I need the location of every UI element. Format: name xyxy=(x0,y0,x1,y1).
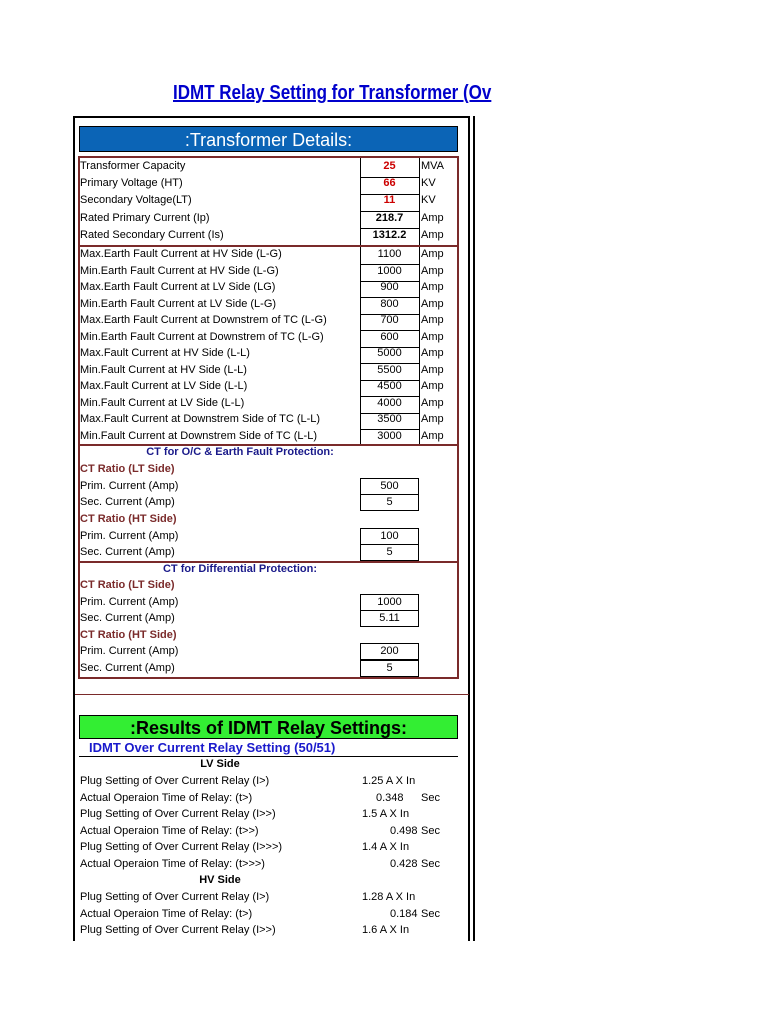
fault-unit: Amp xyxy=(421,347,444,359)
fault-label: Min.Earth Fault Current at Downstrem of TC (L-G) xyxy=(80,330,324,343)
fault-value-col-right xyxy=(419,247,420,444)
fault-value-field[interactable]: 900 xyxy=(380,281,399,293)
detail-unit: KV xyxy=(421,194,436,207)
fault-unit: Amp xyxy=(421,281,444,293)
detail-unit: Amp xyxy=(421,228,444,241)
result-value: 1.4 A X In xyxy=(362,841,410,854)
ct-diff-ht-title: CT Ratio (HT Side) xyxy=(80,629,177,641)
ct-diff-title: CT for Differential Protection: xyxy=(162,563,317,575)
ct-diff-ht-sec-label: Sec. Current (Amp) xyxy=(80,662,175,674)
fault-label: Max.Fault Current at HV Side (L-L) xyxy=(80,347,250,359)
fault-unit: Amp xyxy=(421,413,444,425)
fault-unit: Amp xyxy=(421,264,444,277)
frame-right-border xyxy=(468,116,470,941)
fault-label: Max.Fault Current at LV Side (L-L) xyxy=(80,380,248,392)
fault-label: Min.Earth Fault Current at LV Side (L-G) xyxy=(80,297,277,310)
ct-oc-lt-prim-label: Prim. Current (Amp) xyxy=(80,480,179,492)
fault-value-field[interactable]: 4500 xyxy=(377,380,402,392)
fault-unit: Amp xyxy=(421,248,444,260)
detail-value-field: 1312.2 xyxy=(372,228,407,241)
fault-unit: Amp xyxy=(421,380,444,392)
hv-side-label: HV Side xyxy=(199,874,241,886)
detail-label: Rated Secondary Current (Is) xyxy=(80,228,224,241)
ct-oc-title: CT for O/C & Earth Fault Protection: xyxy=(146,446,334,458)
result-label: Plug Setting of Over Current Relay (I>) xyxy=(80,891,270,903)
fault-value-field[interactable]: 3500 xyxy=(377,413,402,425)
detail-unit: Amp xyxy=(421,211,444,224)
frame-left-border xyxy=(73,116,75,941)
fault-unit: Amp xyxy=(421,330,444,343)
frame-top-border xyxy=(73,116,470,118)
fault-value-field[interactable]: 5000 xyxy=(377,347,402,359)
transformer-details-header: :Transformer Details: xyxy=(79,126,458,152)
detail-unit: MVA xyxy=(421,160,445,172)
fault-value-field[interactable]: 4000 xyxy=(377,396,402,409)
ct-diff-lt-sec-field[interactable]: 5.11 xyxy=(360,610,419,627)
fault-value-field[interactable]: 800 xyxy=(380,297,399,310)
result-value: 0.498 xyxy=(390,824,418,837)
fault-label: Min.Fault Current at LV Side (L-L) xyxy=(80,396,245,409)
lv-side-label: LV Side xyxy=(200,758,240,770)
result-value: 1.25 A X In xyxy=(362,775,416,787)
frame-right-border-outer xyxy=(473,116,475,941)
result-value: 1.28 A X In xyxy=(362,891,416,903)
ct-oc-lt-prim-field[interactable]: 500 xyxy=(360,478,419,495)
ct-diff-ht-sec-field[interactable]: 5 xyxy=(360,660,419,677)
detail-value-field: 218.7 xyxy=(375,211,404,224)
result-label: Plug Setting of Over Current Relay (I>>>) xyxy=(80,841,283,854)
fault-value-field[interactable]: 1100 xyxy=(377,248,402,260)
result-unit: Sec xyxy=(421,824,440,837)
ct-diff-ht-prim-field[interactable]: 200 xyxy=(360,643,419,660)
fault-label: Max.Earth Fault Current at LV Side (LG) xyxy=(80,281,276,293)
fault-value-field[interactable]: 600 xyxy=(380,330,399,343)
detail-unit: KV xyxy=(421,177,436,190)
result-unit: Sec xyxy=(421,791,440,804)
result-label: Plug Setting of Over Current Relay (I>>) xyxy=(80,924,276,937)
fault-label: Min.Fault Current at Downstrem Side of TC (L-L) xyxy=(80,429,317,442)
detail-label: Secondary Voltage(LT) xyxy=(80,194,192,207)
ct-diff-lt-prim-label: Prim. Current (Amp) xyxy=(80,596,179,608)
detail-value-field[interactable]: 11 xyxy=(383,194,396,207)
detail-label: Rated Primary Current (Ip) xyxy=(80,211,210,224)
result-value: 1.5 A X In xyxy=(362,808,410,821)
ct-diff-lt-prim-field[interactable]: 1000 xyxy=(360,594,419,611)
result-label: Actual Operaion Time of Relay: (t>) xyxy=(80,907,253,920)
ct-oc-lt-title: CT Ratio (LT Side) xyxy=(80,463,175,475)
result-value: 1.6 A X In xyxy=(362,924,410,937)
ct-oc-ht-prim-field[interactable]: 100 xyxy=(360,528,419,545)
fault-value-field[interactable]: 1000 xyxy=(377,264,402,277)
fault-label: Min.Fault Current at HV Side (L-L) xyxy=(80,363,247,376)
detail-label: Transformer Capacity xyxy=(80,160,186,172)
detail-value-field[interactable]: 25 xyxy=(383,160,396,172)
fault-unit: Amp xyxy=(421,363,444,376)
fault-label: Max.Earth Fault Current at HV Side (L-G) xyxy=(80,248,282,260)
ct-oc-ht-prim-label: Prim. Current (Amp) xyxy=(80,530,179,542)
fault-label: Min.Earth Fault Current at HV Side (L-G) xyxy=(80,264,279,277)
result-unit: Sec xyxy=(421,858,440,870)
ct-oc-ht-title: CT Ratio (HT Side) xyxy=(80,513,177,525)
ct-oc-ht-sec-field[interactable]: 5 xyxy=(360,544,419,561)
ct-oc-ht-sec-label: Sec. Current (Amp) xyxy=(80,546,175,558)
result-value: 0.428 xyxy=(390,858,418,870)
fault-value-field[interactable]: 3000 xyxy=(377,429,402,442)
fault-label: Max.Earth Fault Current at Downstrem of TC (L-G) xyxy=(80,314,327,326)
ct-oc-lt-sec-label: Sec. Current (Amp) xyxy=(80,496,175,508)
result-label: Plug Setting of Over Current Relay (I>>) xyxy=(80,808,276,821)
fault-value-field[interactable]: 5500 xyxy=(377,363,402,376)
result-label: Plug Setting of Over Current Relay (I>) xyxy=(80,775,270,787)
result-value: 0.184 xyxy=(390,907,418,920)
ct-diff-lt-title: CT Ratio (LT Side) xyxy=(80,579,175,591)
fault-unit: Amp xyxy=(421,297,444,310)
result-label: Actual Operaion Time of Relay: (t>) xyxy=(80,791,253,804)
ct-diff-ht-prim-label: Prim. Current (Amp) xyxy=(80,645,179,657)
results-subtitle: IDMT Over Current Relay Setting (50/51) xyxy=(89,740,336,755)
fault-label: Max.Fault Current at Downstrem Side of TC (L-L) xyxy=(80,413,321,425)
result-label: Actual Operaion Time of Relay: (t>>>) xyxy=(80,858,265,870)
ct-oc-lt-sec-field[interactable]: 5 xyxy=(360,494,419,511)
details-value-col-right xyxy=(419,158,420,245)
ct-diff-lt-sec-label: Sec. Current (Amp) xyxy=(80,612,175,624)
detail-value-field[interactable]: 66 xyxy=(383,177,396,190)
result-unit: Sec xyxy=(421,907,440,920)
detail-label: Primary Voltage (HT) xyxy=(80,177,183,190)
fault-value-field[interactable]: 700 xyxy=(380,314,399,326)
result-value: 0.348 xyxy=(376,791,404,804)
results-subtitle-underline xyxy=(79,756,458,757)
fault-unit: Amp xyxy=(421,396,444,409)
result-label: Actual Operaion Time of Relay: (t>>) xyxy=(80,824,259,837)
fault-unit: Amp xyxy=(421,314,444,326)
page-title: IDMT Relay Setting for Transformer (Ov xyxy=(173,82,492,104)
results-header: :Results of IDMT Relay Settings: xyxy=(79,715,458,739)
section-separator xyxy=(75,694,469,695)
fault-unit: Amp xyxy=(421,429,444,442)
